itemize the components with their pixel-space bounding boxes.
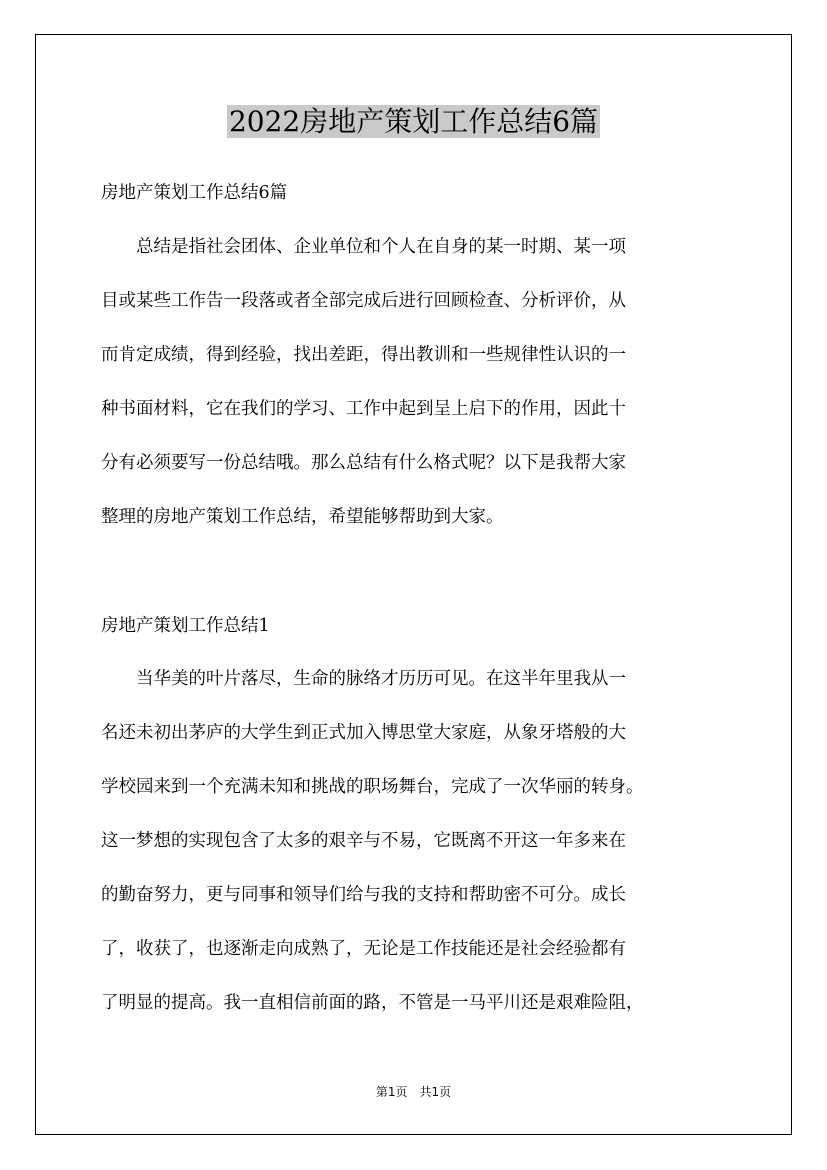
paragraph-line: 分有必须要写一份总结哦。那么总结有什么格式呢？以下是我帮大家 xyxy=(101,453,626,473)
document-title xyxy=(0,102,827,142)
page-footer: 第1页 共1页 xyxy=(375,1085,452,1099)
document-title-text: 2022房地产策划工作总结6篇 xyxy=(228,105,599,138)
paragraph-line: 的勤奋努力，更与同事和领导们给与我的支持和帮助密不可分。成长 xyxy=(101,885,626,905)
paragraph-line: 整理的房地产策划工作总结，希望能够帮助到大家。 xyxy=(101,507,504,527)
paragraph-line: 名还未初出茅庐的大学生到正式加入博思堂大家庭，从象牙塔般的大 xyxy=(101,723,626,743)
section1-paragraph xyxy=(101,652,741,1030)
paragraph-line: 种书面材料，它在我们的学习、工作中起到呈上启下的作用，因此十 xyxy=(101,399,626,419)
paragraph-line: 总结是指社会团体、企业单位和个人在自身的某一时期、某一项 xyxy=(101,237,626,257)
paragraph-line: 这一梦想的实现包含了太多的艰辛与不易，它既离不开这一年多来在 xyxy=(101,831,626,851)
section-heading: 房地产策划工作总结1 xyxy=(101,616,270,636)
document-subtitle: 房地产策划工作总结6篇 xyxy=(101,183,288,203)
paragraph-line: 目或某些工作告一段落或者全部完成后进行回顾检查、分析评价，从 xyxy=(101,291,626,311)
paragraph-line: 学校园来到一个充满未知和挑战的职场舞台，完成了一次华丽的转身。 xyxy=(101,777,644,797)
paragraph-line: 而肯定成绩，得到经验，找出差距，得出教训和一些规律性认识的一 xyxy=(101,345,626,365)
paragraph-line: 当华美的叶片落尽，生命的脉络才历历可见。在这半年里我从一 xyxy=(101,669,626,689)
intro-paragraph xyxy=(101,220,741,544)
paragraph-line: 了明显的提高。我一直相信前面的路，不管是一马平川还是艰难险阻， xyxy=(101,993,644,1013)
paragraph-line: 了，收获了，也逐渐走向成熟了，无论是工作技能还是社会经验都有 xyxy=(101,939,626,959)
